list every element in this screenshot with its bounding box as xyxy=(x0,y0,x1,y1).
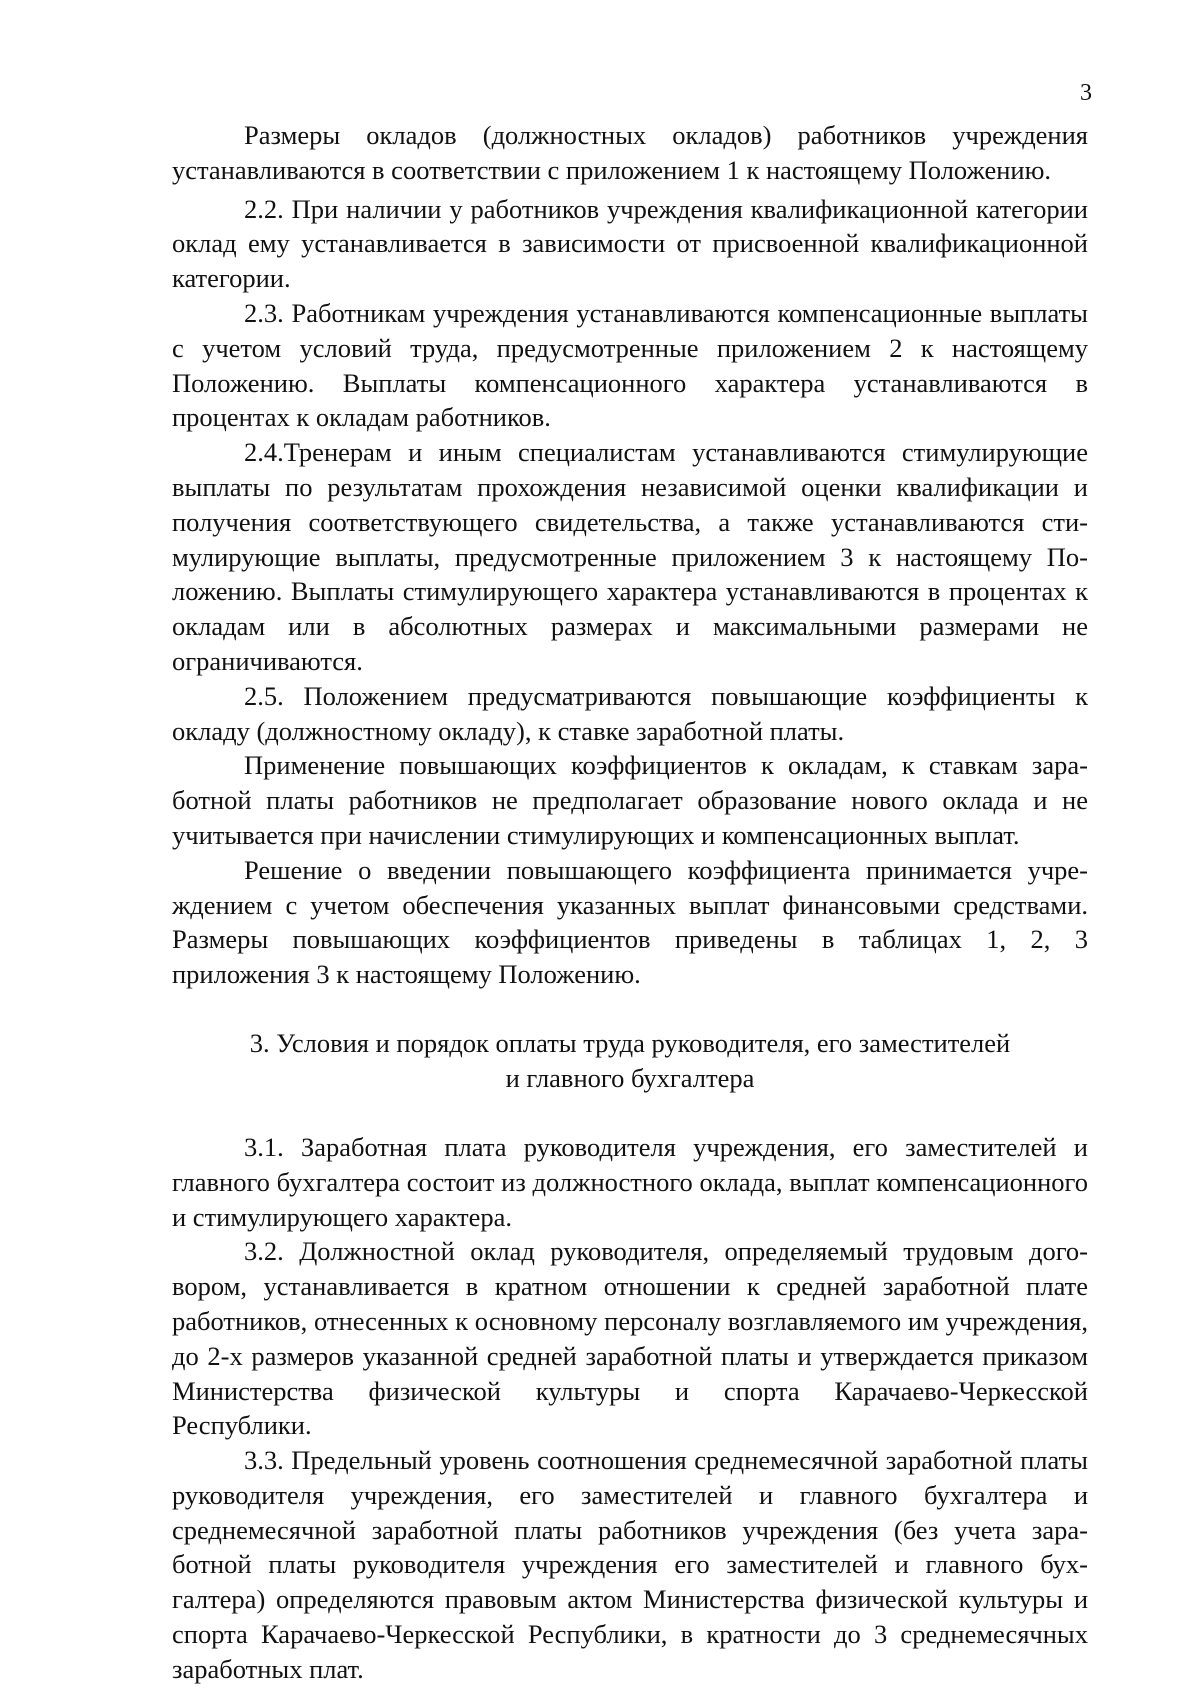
section-3-heading-line2: и главного бухгалтера xyxy=(505,1062,755,1093)
section-3-heading-line1: 3. Условия и порядок оплаты труда руководителя, его заместителей xyxy=(249,1027,1011,1058)
paragraph-3-2: 3.2. Должностной оклад руководителя, определяемый трудовым договором, устанавливается в кратном отношении к средней заработной плате работников, отнесенных к основному персоналу возглавляемого им учреждения, до 2-х размеров указанной средней заработной платы и утверждается приказом Министерства физической культуры и спорта Карачаево-Черкесской Республики. xyxy=(172,1236,1088,1441)
page-number: 3 xyxy=(1080,80,1092,106)
paragraph-2-2: 2.2. При наличии у работников учреждения квалификационной категории оклад ему устанавливается в зависимости от присвоенной квалификационной категории. xyxy=(172,193,1088,294)
paragraph-2-5: 2.5. Положением предусматриваются повышающие коэффициенты к окладу (должностному окладу), к ставке заработной платы. xyxy=(172,680,1088,746)
paragraph-coefficients-decision: Решение о введении повышающего коэффициента принимается учреждением с учетом обеспечения указанных выплат финансовыми средствами. Размеры повышающих коэффициентов приведены в таблицах 1, 2, 3 приложения 3 к настоящему Положению. xyxy=(172,854,1088,990)
paragraph-coefficients-application: Применение повышающих коэффициентов к окладам, к ставкам заработной платы работников не предполагает образование нового оклада и не учитывается при начислении стимулирующих и компенсационных выплат. xyxy=(172,750,1088,850)
paragraph-salary-sizes: Размеры окладов (должностных окладов) работников учреждения устанавливаются в соответствии с приложением 1 к настоящему Положению. xyxy=(172,120,1088,185)
section-3-heading xyxy=(172,1026,1088,1096)
document-body xyxy=(172,118,1088,1687)
paragraph-2-4: 2.4.Тренерам и иным специалистам устанавливаются стимулирующие выплаты по результатам прохождения независимой оценки квалификации и получения соответствующего свидетельства, а также устанавливаются стимулирующие выплаты, предусмотренные приложением 3 к настоящему Положению. Выплаты стимулирующего характера устанавливаются в процентах к окладам или в абсолютных размерах и максимальными размерами не ограничиваются. xyxy=(172,437,1088,676)
paragraph-3-1: 3.1. Заработная плата руководителя учреждения, его заместителей и главного бухгалтера состоит из должностного оклада, выплат компенсационного и стимулирующего характера. xyxy=(172,1131,1088,1232)
paragraph-2-3: 2.3. Работникам учреждения устанавливаются компенсационные выплаты с учетом условий труда, предусмотренные приложением 2 к настоящему Положению. Выплаты компенсационного характера устанавливаются в процентах к окладам работников. xyxy=(172,297,1088,433)
paragraph-3-3: 3.3. Предельный уровень соотношения среднемесячной заработной платы руководителя учреждения, его заместителей и главного бухгалтера и среднемесячной заработной платы работников учреждения (без учета заработной платы руководителя учреждения его заместителей и главного бухгалтера) определяются правовым актом Министерства физической культуры и спорта Карачаево-Черкесской Республики, в кратности до 3 среднемесячных заработных плат. xyxy=(172,1445,1088,1684)
